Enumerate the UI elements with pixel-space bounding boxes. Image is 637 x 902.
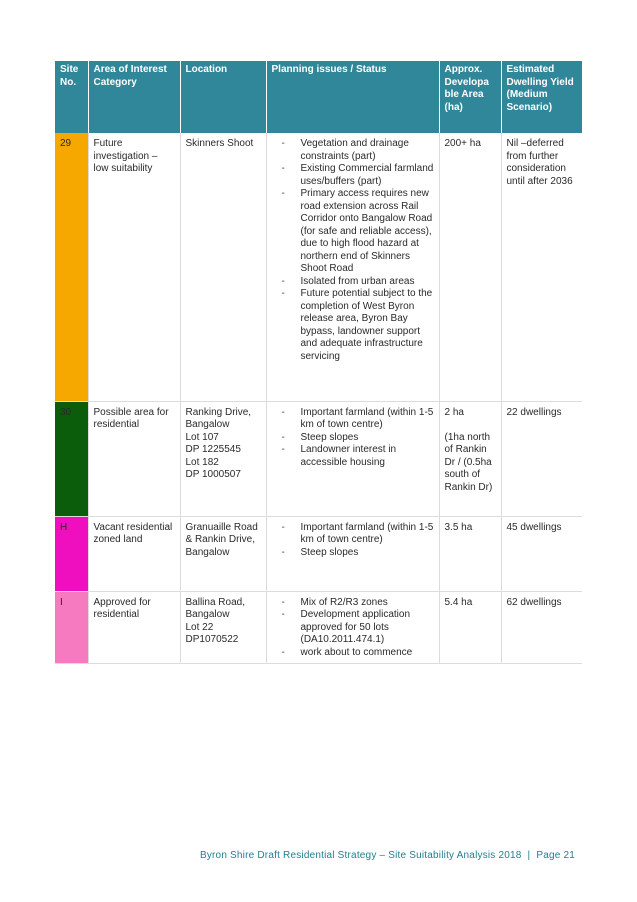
table-row: [55, 401, 582, 516]
footer-separator: |: [527, 850, 531, 861]
planning-issues-cell: [266, 591, 439, 664]
header-area-category: Area of Interest Category: [88, 61, 180, 133]
list-item: - Steep slopes: [272, 432, 434, 445]
planning-issues-cell: [266, 133, 439, 401]
issues-list: [272, 597, 434, 660]
area-category-cell: Vacant residential zoned land: [88, 516, 180, 591]
planning-issues-cell: [266, 516, 439, 591]
header-dwelling-yield: Estimated Dwelling Yield (Medium Scenario): [501, 61, 582, 133]
dev-area-cell: 5.4 ha: [439, 591, 501, 664]
site-number-cell: H: [55, 516, 88, 591]
list-item: - Landowner interest in accessible housing: [272, 444, 434, 469]
list-item: - Vegetation and drainage constraints (part): [272, 138, 434, 163]
site-number-cell: 30: [55, 401, 88, 516]
list-item: - Future potential subject to the completion of West Byron release area, Byron Bay bypass, landowner support and adequate infrastructure servicing: [272, 288, 434, 363]
list-item: - Mix of R2/R3 zones: [272, 597, 434, 610]
table-row: [55, 133, 582, 401]
list-item: - Isolated from urban areas: [272, 276, 434, 289]
location-cell: Ranking Drive, Bangalow Lot 107 DP 1225545 Lot 182 DP 1000507: [180, 401, 266, 516]
list-item: - Existing Commercial farmland uses/buffers (part): [272, 163, 434, 188]
area-category-cell: Future investigation – low suitability: [88, 133, 180, 401]
site-number-cell: I: [55, 591, 88, 664]
dwelling-yield-cell: 62 dwellings: [501, 591, 582, 664]
issues-list: [272, 522, 434, 560]
dev-area-cell: 2 ha (1ha north of Rankin Dr / (0.5ha south of Rankin Dr): [439, 401, 501, 516]
issues-list: [272, 138, 434, 363]
list-item: - Primary access requires new road extension across Rail Corridor onto Bangalow Road (for safe and reliable access), due to high flood hazard at northern end of Skinners Shoot Road: [272, 188, 434, 276]
page-footer: [200, 850, 575, 861]
dwelling-yield-cell: Nil –deferred from further consideration until after 2036: [501, 133, 582, 401]
planning-issues-cell: [266, 401, 439, 516]
list-item: - work about to commence: [272, 647, 434, 660]
dev-area-cell: 3.5 ha: [439, 516, 501, 591]
header-site-no: Site No.: [55, 61, 88, 133]
dwelling-yield-cell: 45 dwellings: [501, 516, 582, 591]
area-category-cell: Approved for residential: [88, 591, 180, 664]
header-dev-area: Approx. Developa ble Area (ha): [439, 61, 501, 133]
table-row: [55, 516, 582, 591]
location-cell: Granuaille Road & Rankin Drive, Bangalow: [180, 516, 266, 591]
table-row: [55, 591, 582, 664]
page-number: Page 21: [536, 850, 575, 861]
location-cell: Skinners Shoot: [180, 133, 266, 401]
dwelling-yield-cell: 22 dwellings: [501, 401, 582, 516]
issues-list: [272, 407, 434, 470]
area-category-cell: Possible area for residential: [88, 401, 180, 516]
header-location: Location: [180, 61, 266, 133]
footer-title: Byron Shire Draft Residential Strategy – Site Suitability Analysis 2018: [199, 850, 522, 861]
header-planning-issues: Planning issues / Status: [266, 61, 439, 133]
list-item: - Steep slopes: [272, 547, 434, 560]
dev-area-cell: 200+ ha: [439, 133, 501, 401]
list-item: - Important farmland (within 1-5 km of town centre): [272, 407, 434, 432]
site-number-cell: 29: [55, 133, 88, 401]
list-item: - Important farmland (within 1-5 km of town centre): [272, 522, 434, 547]
list-item: - Development application approved for 50 lots (DA10.2011.474.1): [272, 609, 434, 647]
table-header-row: [55, 61, 582, 133]
location-cell: Ballina Road, Bangalow Lot 22 DP1070522: [180, 591, 266, 664]
site-suitability-table: [55, 61, 582, 664]
